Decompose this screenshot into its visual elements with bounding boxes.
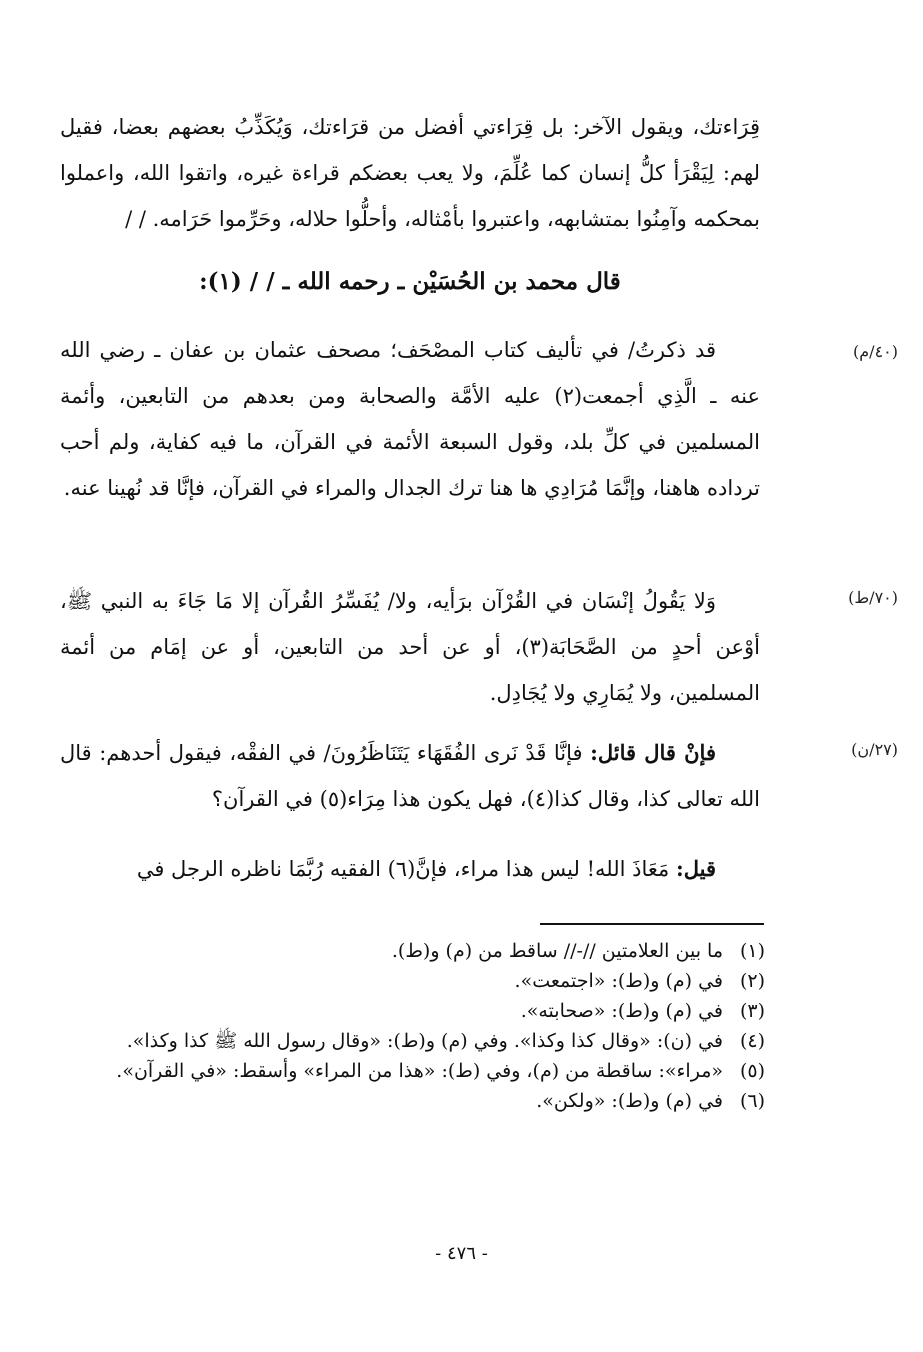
paragraph-2: وَلا يَقُولُ إنْسَان في القُرْآن برَأيه، ولا/ يُفَسِّرُ القُرآن إلا مَا جَاءَ به النبي ﷺ، أوْعن أحدٍ من الصَّحَابَة(٣)، أو عن أحد من التابعين، أو عن إمَام من أئمة المسلمين، ولا يُمَارِي ولا يُجَادِل. bbox=[60, 589, 760, 705]
footnotes bbox=[60, 936, 765, 1116]
paragraph-1: قد ذكرتُ/ في تأليف كتاب المصْحَف؛ مصحف عثمان بن عفان ـ رضي الله عنه ـ الَّذِي أجمعت(٢) عليه الأمَّة والصحابة ومن بعدهم من التابعين، وأئمة المسلمين في كلِّ بلد، وقول السبعة الأئمة في القرآن، ما فيه كفاية، ولم أحب ترداده هاهنا، وإنَّمَا مُرَادِي ها هنا ترك الجدال والمراء في القرآن، فإنَّا قد نُهينا عنه. bbox=[60, 338, 760, 500]
footnote-number: (٣) bbox=[739, 1000, 765, 1022]
footnote-item bbox=[60, 936, 765, 966]
footnote-item bbox=[60, 1056, 765, 1086]
footnote-item bbox=[60, 996, 765, 1026]
answer-lead: قيل: bbox=[675, 856, 716, 881]
footnote-number: (٤) bbox=[739, 1030, 765, 1052]
question-text: فإنَّا قَدْ نَرى الفُقَهَاء يَتَنَاظَرُونَ/ في الفقْه، فيقول أحدهم: قال الله تعالى كذا، وقال كذا(٤)، فهل يكون هذا مِرَاء(٥) في القرآن؟ bbox=[60, 741, 760, 811]
question-lead: فإنْ قال قائل: bbox=[590, 740, 716, 765]
margin-ref-n27: (٢٧/ن) bbox=[851, 740, 898, 759]
paragraph-3 bbox=[60, 730, 760, 822]
footnote-text: في (ن): «وقال كذا وكذا». وفي (م) و(ط): «وقال رسول الله ﷺ كذا وكذا». bbox=[126, 1030, 723, 1052]
page-number: - ٤٧٦ - bbox=[435, 1243, 488, 1264]
footnote-item bbox=[60, 966, 765, 996]
footnote-text: ما بين العلامتين //-// ساقط من (م) و(ط). bbox=[391, 940, 723, 962]
footnote-number: (١) bbox=[739, 940, 765, 962]
footnote-item bbox=[60, 1086, 765, 1116]
footnote-text: في (م) و(ط): «اجتمعت». bbox=[514, 970, 723, 992]
footnote-item bbox=[60, 1026, 765, 1056]
footnote-number: (٦) bbox=[739, 1090, 765, 1112]
footnote-number: (٥) bbox=[739, 1060, 765, 1082]
margin-ref-m40: (٤٠/م) bbox=[853, 342, 898, 361]
paragraph-4 bbox=[60, 846, 760, 892]
section-heading: قال محمد بن الحُسَيْن ـ رحمه الله ـ / / (١): bbox=[199, 268, 621, 295]
footnote-separator bbox=[540, 923, 764, 925]
footnote-text: في (م) و(ط): «ولكن». bbox=[536, 1090, 723, 1112]
footnote-text: في (م) و(ط): «صحابته». bbox=[520, 1000, 723, 1022]
answer-text: مَعَاذَ الله! ليس هذا مراء، فإنَّ(٦) الفقيه رُبَّمَا ناظره الرجل في bbox=[136, 857, 676, 881]
margin-ref-t70: (٧٠/ط) bbox=[848, 588, 898, 607]
footnote-text: «مراء»: ساقطة من (م)، وفي (ط): «هذا من المراء» وأسقط: «في القرآن». bbox=[116, 1060, 723, 1082]
footnote-number: (٢) bbox=[739, 970, 765, 992]
paragraph-top: قِرَاءتك، ويقول الآخر: بل قِرَاءتي أفضل من قرَاءتك، وَيُكَذِّبُ بعضهم بعضا، فقيل لهم: لِيَقْرَأ كلُّ إنسان كما عُلِّمَ، ولا يعب بعضكم قراءة غيره، واتقوا الله، واعملوا بمحكمه وآمِنُوا بمتشابهه، واعتبروا بأمْثاله، وأحلُّوا حلاله، وحَرِّموا حَرَامه. / / bbox=[60, 115, 760, 231]
